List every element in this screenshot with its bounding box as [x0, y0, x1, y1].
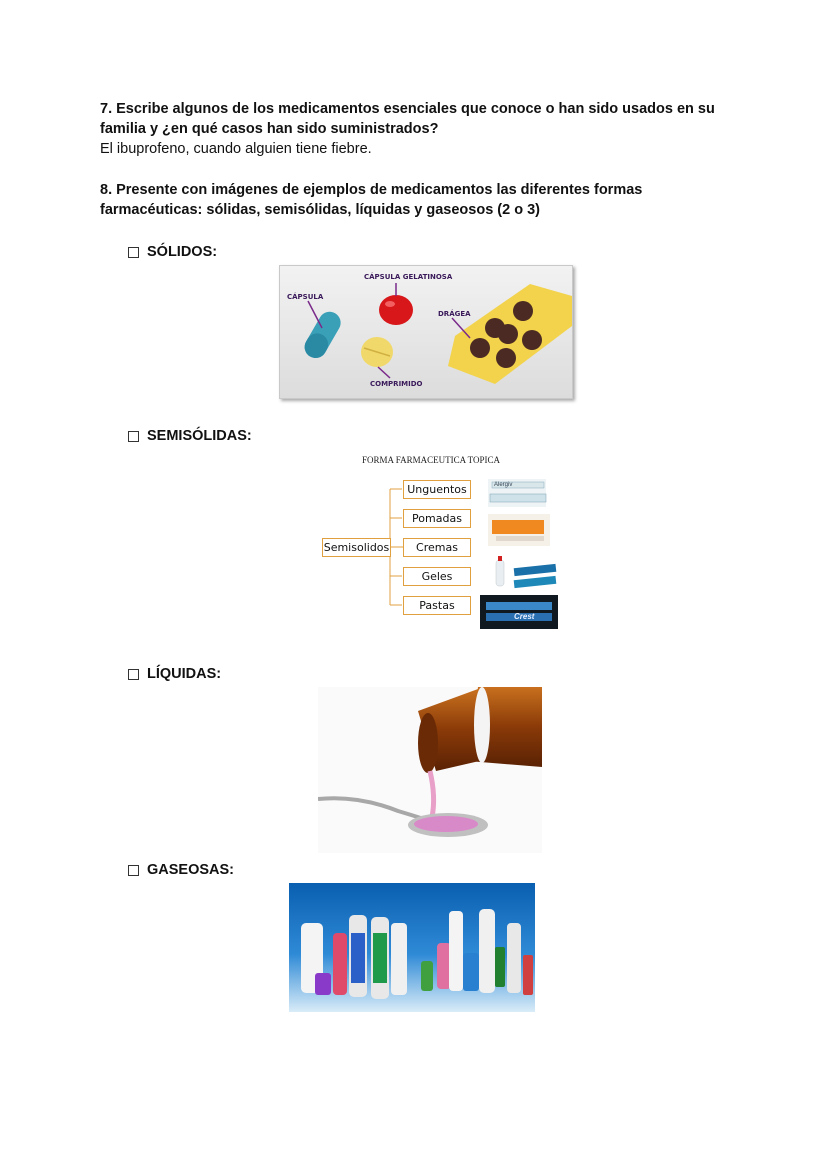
solidos-label: SÓLIDOS: — [147, 244, 218, 260]
pomadas-product — [488, 514, 550, 546]
question-8-text: 8. Presente con imágenes de ejemplos de medicamentos las diferentes formas farmacéuticas: sólidas, semisólidas, líquidas y gaseosos (2 o 3) — [100, 182, 643, 218]
spray-bottles-illustration — [289, 883, 535, 1012]
liquidas-image — [318, 687, 542, 853]
pomadas-box: Pomadas — [403, 509, 471, 528]
section-semisolidas — [128, 428, 252, 444]
capsule-pill — [301, 308, 345, 362]
capsula-gelatinosa-tag: CÁPSULA GELATINOSA — [364, 273, 453, 281]
geles-product — [496, 556, 556, 588]
solid-forms-illustration — [280, 266, 572, 398]
gelatin-capsule — [379, 295, 413, 325]
question-8 — [100, 180, 740, 220]
question-7-answer: El ibuprofeno, cuando alguien tiene fiebre. — [100, 141, 372, 157]
semisolidos-diagram — [318, 452, 562, 632]
section-solidos — [128, 244, 217, 260]
pastas-box: Pastas — [403, 596, 471, 615]
semisolidas-label: SEMISÓLIDAS: — [147, 428, 252, 444]
section-liquidas — [128, 666, 221, 682]
liquidas-checkbox[interactable] — [128, 669, 139, 680]
syrup-spoon-illustration — [318, 687, 542, 853]
semisolidos-root-box: Semisolidos — [322, 538, 391, 557]
syrup-stream — [430, 771, 434, 817]
question-7-text: 7. Escribe algunos de los medicamentos esenciales que conoce o han sido usados en su familia y ¿en qué casos han sido suministrados? — [100, 101, 715, 137]
comprimido-tag: COMPRIMIDO — [370, 380, 423, 388]
section-gaseosas — [128, 862, 234, 878]
capsula-tag: CÁPSULA — [287, 293, 324, 301]
unguentos-box: Unguentos — [403, 480, 471, 499]
solidos-image — [279, 265, 573, 399]
dragea-tag: DRÁGEA — [438, 310, 471, 318]
crest-label: Crest — [514, 612, 535, 621]
question-7 — [100, 99, 740, 159]
geles-box: Geles — [403, 567, 471, 586]
alergiv-label: Alergiv — [494, 482, 513, 488]
solidos-checkbox[interactable] — [128, 247, 139, 258]
bottle-ring — [474, 687, 490, 763]
gaseosas-image — [289, 883, 535, 1012]
diagram-title: FORMA FARMACEUTICA TOPICA — [361, 455, 501, 465]
liquidas-label: LÍQUIDAS: — [147, 666, 222, 682]
cremas-box: Cremas — [403, 538, 471, 557]
spoon-handle — [318, 798, 430, 821]
gaseosas-checkbox[interactable] — [128, 865, 139, 876]
gaseosas-label: GASEOSAS: — [147, 862, 235, 878]
semisolidas-checkbox[interactable] — [128, 431, 139, 442]
